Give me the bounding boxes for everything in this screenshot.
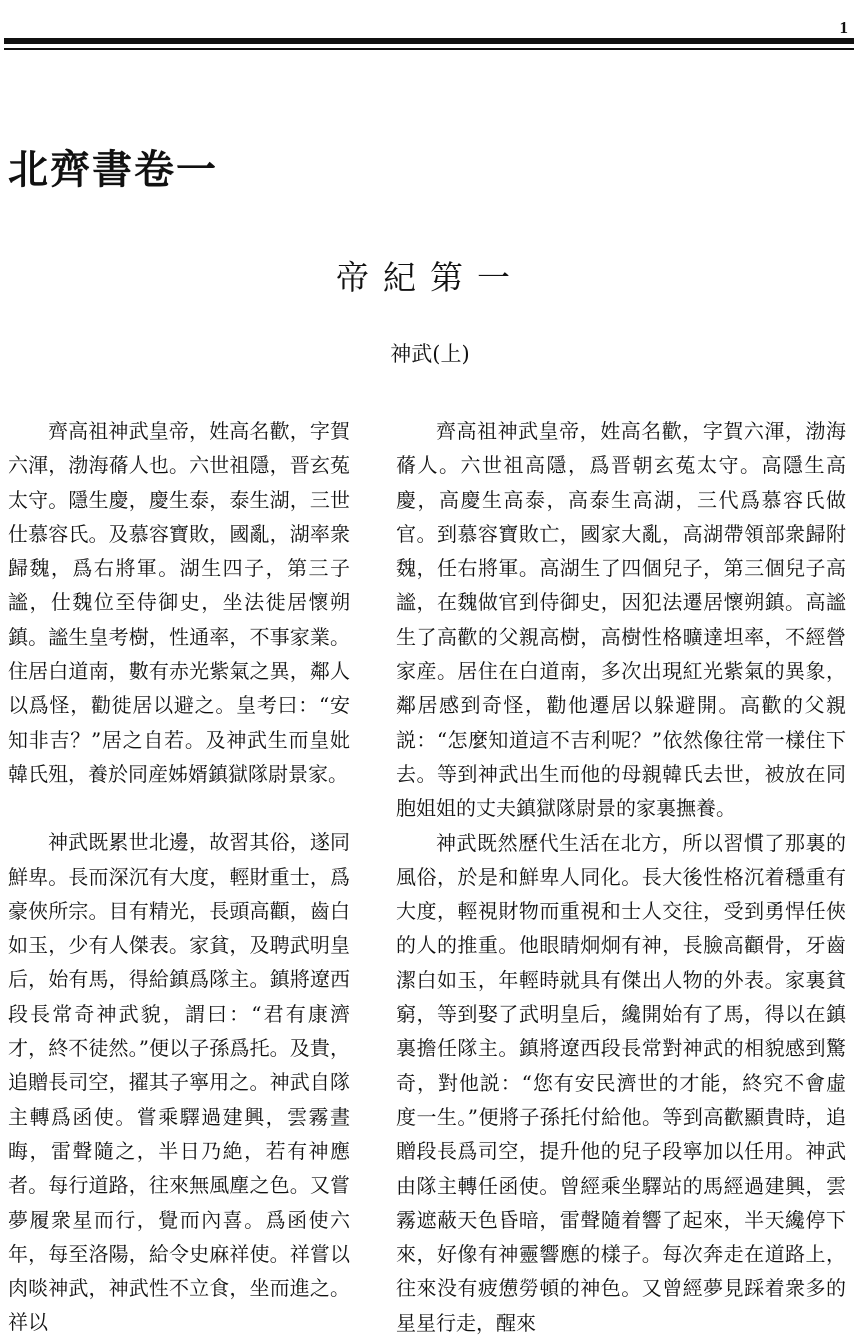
section-title: 神武(上)	[390, 342, 470, 366]
chapter-title: 帝紀第一	[336, 258, 524, 297]
book-title: 北齊書卷一	[8, 147, 218, 193]
translation-column	[396, 414, 846, 1340]
header-rule-thin	[4, 48, 854, 50]
page-number: 1	[839, 18, 848, 37]
classical-text-column	[8, 414, 350, 1340]
header-rule-thick	[4, 38, 854, 44]
classical-paragraph-2: 神武既累世北邊，故習其俗，遂同鮮卑。長而深沉有大度，輕財重士，爲豪俠所宗。目有精光，長頭高顴，齒白如玉，少有人傑表。家貧，及聘武明皇后，始有馬，得給鎮爲隊主。鎮將遼西段長常奇神武貌，謂曰：“君有康濟才，終不徒然。”便以子孫爲托。及貴，追贈長司空，擢其子寧用之。神武自隊主轉爲函使。嘗乘驛過建興，雲霧晝晦，雷聲隨之，半日乃絶，若有神應者。每行道路，往來無風塵之色。又嘗夢履衆星而行，覺而內喜。爲函使六年，每至洛陽，給令史麻祥使。祥嘗以肉啖神武，神武性不立食，坐而進之。祥以	[8, 830, 350, 1335]
translation-paragraph-1: 齊高祖神武皇帝，姓高名歡，字賀六渾，渤海蓨人。六世祖高隱，爲晋朝玄菟太守。高隱生高慶，高慶生高泰，高泰生高湖，三代爲慕容氏做官。到慕容寶敗亡，國家大亂，高湖帶領部衆歸附魏，任右將軍。高湖生了四個兒子，第三個兒子高謐，在魏做官到侍御史，因犯法遷居懷朔鎮。高謐生了高歡的父親高樹，高樹性格曠達坦率，不經營家産。居住在白道南，多次出現紅光紫氣的異象，鄰居感到奇怪，勸他遷居以躲避開。高歡的父親説：“怎麼知道這不吉利呢？”依然像往常一樣住下去。等到神武出生而他的母親韓氏去世，被放在同胞姐姐的丈夫鎮獄隊尉景的家裏撫養。	[396, 419, 846, 821]
paragraph-gap	[8, 791, 350, 825]
translation-paragraph-2: 神武既然歷代生活在北方，所以習慣了那裏的風俗，於是和鮮卑人同化。長大後性格沉着穩重有大度，輕視財物而重視和士人交往，受到勇悍任俠的人的推重。他眼睛炯炯有神，長臉高顴骨，牙齒潔白如玉，年輕時就具有傑出人物的外表。家裏貧窮，等到娶了武明皇后，纔開始有了馬，得以在鎮裏擔任隊主。鎮將遼西段長常對神武的相貌感到驚奇，對他説：“您有安民濟世的才能，終究不會虛度一生。”便將子孫托付給他。等到高歡顯貴時，追贈段長爲司空，提升他的兒子段寧加以任用。神武由隊主轉任函使。曾經乘坐驛站的馬經過建興，雲霧遮蔽天色昏暗，雷聲隨着響了起來，半天纔停下來，好像有神靈響應的樣子。每次奔走在道路上，往來没有疲憊勞頓的神色。又曾經夢見踩着衆多的星星行走，醒來	[396, 830, 846, 1335]
classical-paragraph-1: 齊高祖神武皇帝，姓高名歡，字賀六渾，渤海蓨人也。六世祖隱，晋玄菟太守。隱生慶，慶生泰，泰生湖，三世仕慕容氏。及慕容寶敗，國亂，湖率衆歸魏，爲右將軍。湖生四子，第三子謐，仕魏位至侍御史，坐法徙居懷朔鎮。謐生皇考樹，性通率，不事家業。住居白道南，數有赤光紫氣之異，鄰人以爲怪，勸徙居以避之。皇考曰：“安知非吉？”居之自若。及神武生而皇妣韓氏殂，養於同産姊婿鎮獄隊尉景家。	[8, 419, 350, 786]
